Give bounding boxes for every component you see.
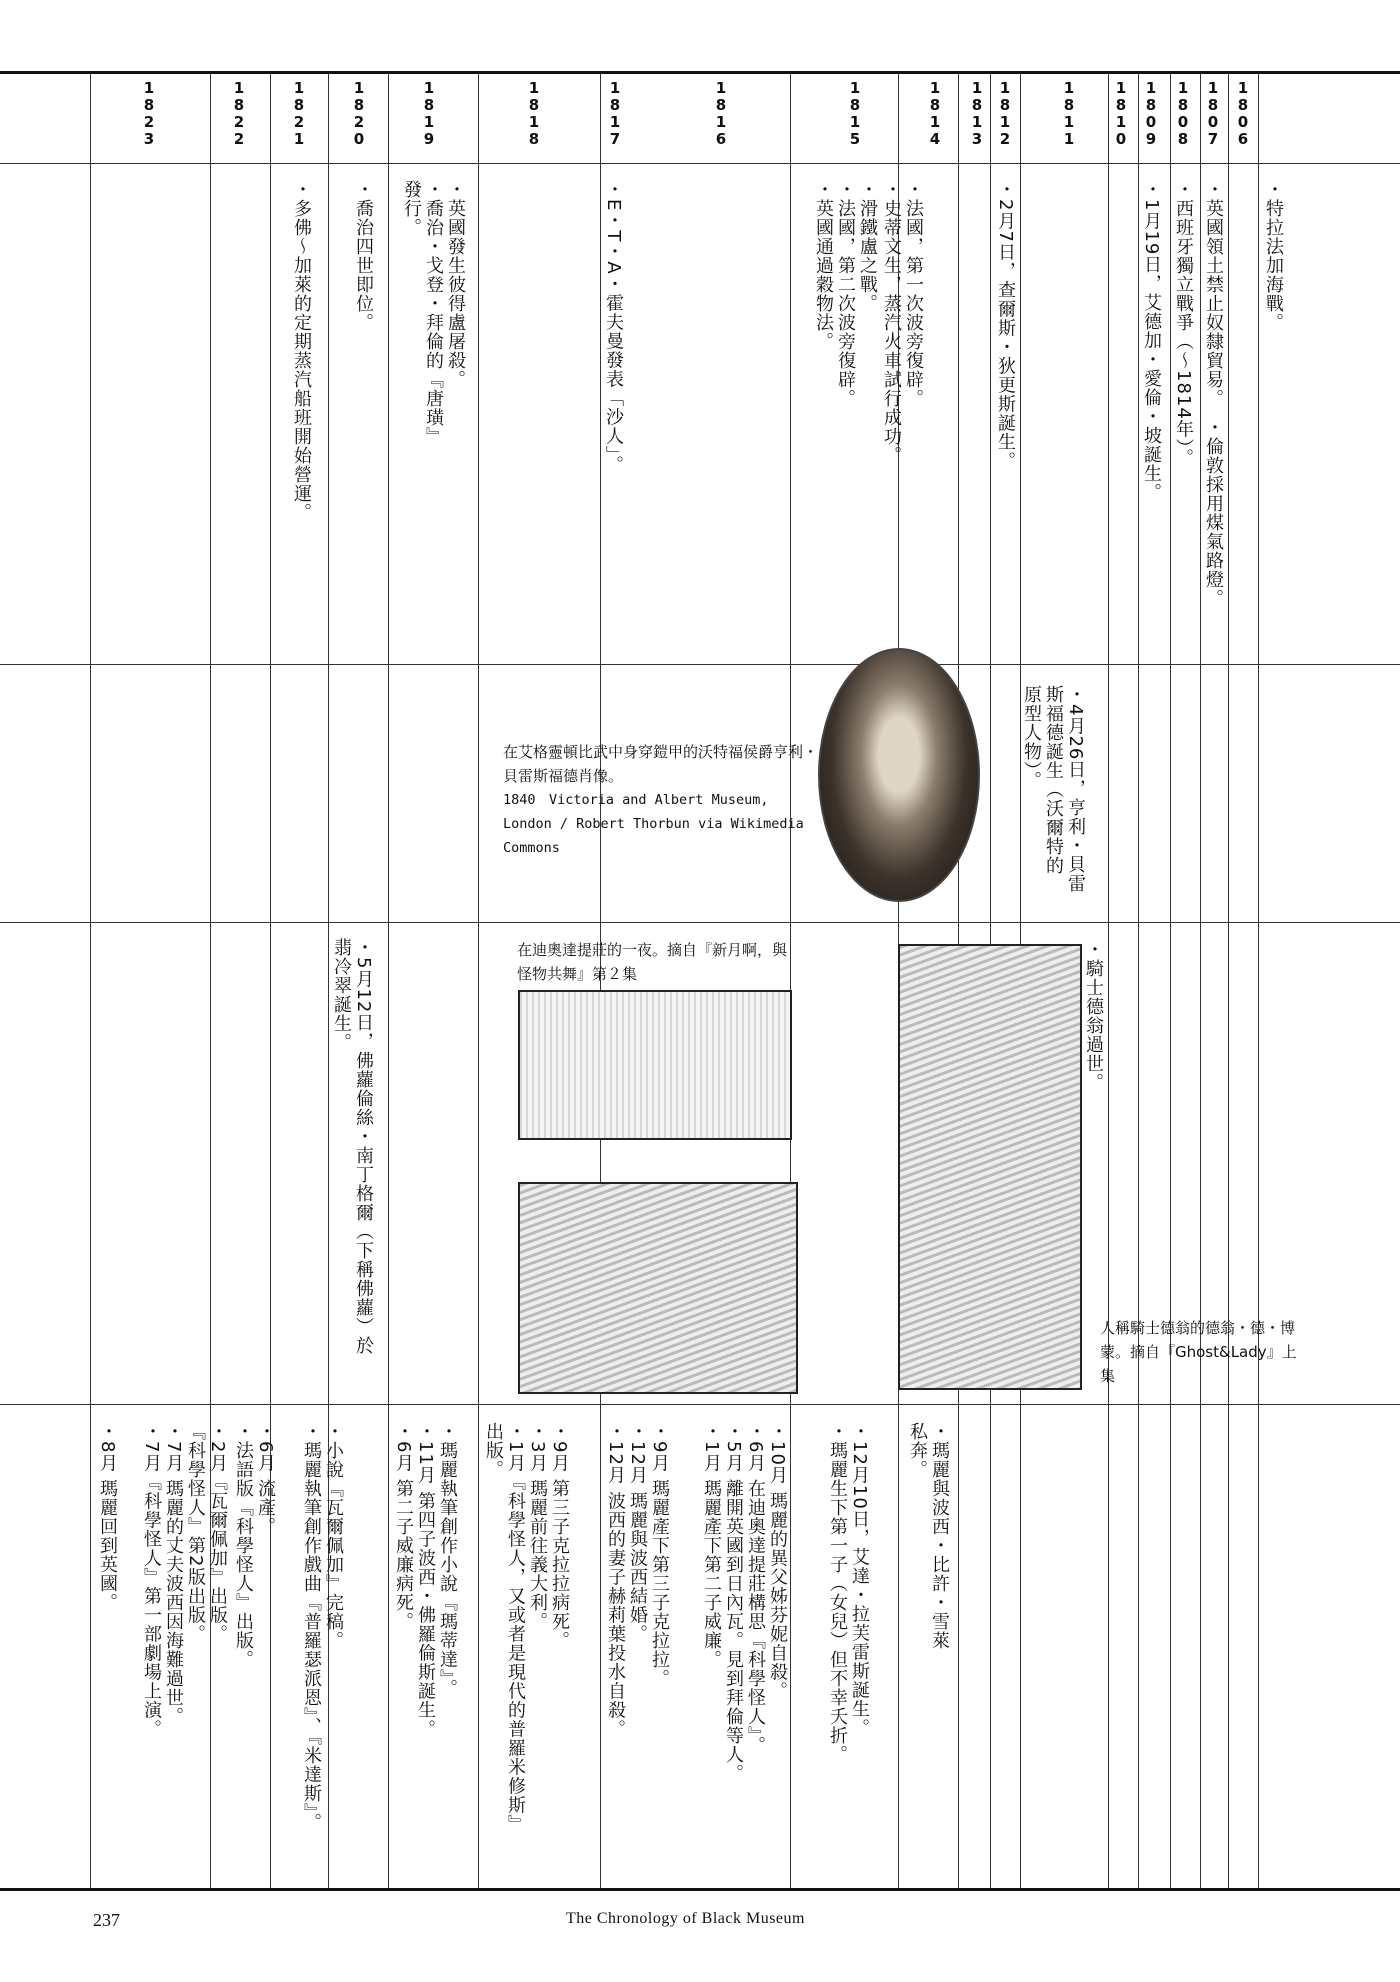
year-1817: 1 8 1 7 — [609, 79, 621, 148]
col-line — [1258, 73, 1259, 1888]
event-1806: ・特拉法加海戰。 — [1263, 180, 1284, 332]
mary-1816: ・10月 瑪麗的異父姊芬妮自殺。 ・6月 在迪奧達提莊構思『科學怪人』。 ・5月 離開英國到日內瓦。見到拜倫等人。 ・1月 瑪麗產下第二子威廉。 — [701, 1422, 788, 1784]
year-1808: 1 8 0 8 — [1177, 79, 1189, 148]
year-1819: 1 8 1 9 — [423, 79, 435, 148]
col-line — [1170, 73, 1171, 1888]
year-1813: 1 8 1 3 — [971, 79, 983, 148]
event-1820: ・喬治四世即位。 — [353, 180, 374, 332]
year-1822: 1 8 2 2 — [233, 79, 245, 148]
year-1814: 1 8 1 4 — [929, 79, 941, 148]
year-1812: 1 8 1 2 — [999, 79, 1011, 148]
event-1809: ・1月19日，艾德加・愛倫・坡誕生。 — [1141, 180, 1162, 503]
year-1810: 1 8 1 0 — [1115, 79, 1127, 148]
mary-1817: ・9月 瑪麗產下第三子克拉拉。 ・12月 瑪麗與波西結婚。 ・12月 波西的妻子赫莉葉投水自殺。 — [605, 1422, 670, 1739]
mary-1822-july: ・7月 瑪麗的丈夫波西因海難過世。 ・7月『科學怪人』第一部劇場上演。 — [141, 1422, 184, 1739]
manga-panel-diodati-image — [518, 1182, 798, 1394]
col-line — [90, 73, 91, 1888]
mary-1818: ・9月 第三子克拉拉病死。 ・3月 瑪麗前往義大利。 ・1月『科學怪人，又或者是現代的普羅米修斯』 出版。 — [483, 1422, 570, 1834]
col-line — [1228, 73, 1229, 1888]
portrait-caption-en: 1840 Victoria and Albert Museum, London / Robert Thorbun via Wikimedia Commons — [503, 792, 804, 856]
portrait-caption — [503, 740, 823, 860]
mary-1819: ・瑪麗執筆創作小說『瑪蒂達』。 ・11月 第四子波西・佛羅倫斯誕生。 ・6月 第二子威廉病死。 — [393, 1422, 458, 1739]
event-1815: ・滑鐵盧之戰。 ・法國，第二次波旁復辟。 ・英國通過穀物法。 — [813, 180, 878, 408]
mary-1814: ・瑪麗與波西・比許・雪萊 私奔。 — [907, 1422, 950, 1650]
col-line — [790, 73, 791, 1888]
col-line — [478, 73, 479, 1888]
col-line — [1200, 73, 1201, 1888]
manga-panel-deon-image — [898, 944, 1082, 1390]
event-1820-nightingale: ・5月12日，佛蘿倫絲・南丁格爾（下稱佛蘿）於 翡冷翠誕生。 — [331, 938, 374, 1356]
manga-panel-rain-image — [518, 990, 792, 1140]
event-1812: ・2月7日，查爾斯・狄更斯誕生。 — [995, 180, 1016, 471]
year-1815: 1 8 1 5 — [849, 79, 861, 148]
mary-1821: ・6月 流產。 ・法語版『科學怪人』出版。 — [233, 1422, 276, 1669]
event-1810-deon: ・騎士德翁過世。 — [1083, 940, 1104, 1092]
col-line — [1138, 73, 1139, 1888]
page-number: 237 — [93, 1910, 120, 1930]
year-1820: 1 8 2 0 — [353, 79, 365, 148]
year-1809: 1 8 0 9 — [1145, 79, 1157, 148]
mary-1823: ・8月 瑪麗回到英國。 — [97, 1422, 118, 1613]
event-1807: ・英國領土禁止奴隸貿易。 ・倫敦採用煤氣路燈。 — [1203, 180, 1224, 608]
year-1818: 1 8 1 8 — [528, 79, 540, 148]
event-1814: ・法國，第一次波旁復辟。 ・史蒂文生，蒸汽火車試行成功。 — [881, 180, 924, 465]
year-1816: 1 8 1 6 — [715, 79, 727, 148]
portrait-caption-zh: 在艾格靈頓比武中身穿鎧甲的沃特福侯爵亨利・貝雷斯福德肖像。 — [503, 743, 819, 785]
year-1806: 1 8 0 6 — [1237, 79, 1249, 148]
mary-1820: ・小說『瓦爾佩加』完稿。 ・瑪麗執筆創作戲曲『普羅瑟派恩』、『米達斯』。 — [301, 1422, 344, 1832]
mary-1815: ・12月10日，艾達・拉芙雷斯誕生。 ・瑪麗生下第一子（女兒）但不幸夭折。 — [827, 1422, 870, 1764]
event-1819: ・英國發生彼得盧屠殺。 ・喬治・戈登・拜倫的『唐璜』 發行。 — [401, 180, 466, 446]
col-line — [1108, 73, 1109, 1888]
year-1821: 1 8 2 1 — [293, 79, 305, 148]
mary-1822-feb: ・2月『瓦爾佩加』出版。 『科學怪人』第2版出版。 — [185, 1422, 228, 1644]
book-title: The Chronology of Black Museum — [566, 1910, 805, 1927]
manga2-caption: 人稱騎士德翁的德翁・德・博蒙。摘自『Ghost&Lady』上集 — [1100, 1319, 1297, 1385]
col-line — [388, 73, 389, 1888]
year-1823: 1 8 2 3 — [143, 79, 155, 148]
henry-beresford-portrait-image — [818, 648, 980, 902]
bottom-rule — [0, 1888, 1400, 1891]
manga1-caption: 在迪奧達提莊的一夜。摘自『新月啊，與怪物共舞』第２集 — [517, 941, 788, 983]
event-1821: ・多佛～加萊的定期蒸汽船班開始營運。 — [291, 180, 312, 522]
event-1811-beresford: ・4月26日，亨利・貝雷 斯福德誕生（沃爾特的 原型人物）。 — [1021, 685, 1086, 894]
year-1811: 1 8 1 1 — [1063, 79, 1075, 148]
event-1817: ・E・T・A・霍夫曼發表「沙人」。 — [603, 180, 624, 475]
year-1807: 1 8 0 7 — [1207, 79, 1219, 148]
event-1808: ・西班牙獨立戰爭（～1814年）。 — [1173, 180, 1194, 468]
